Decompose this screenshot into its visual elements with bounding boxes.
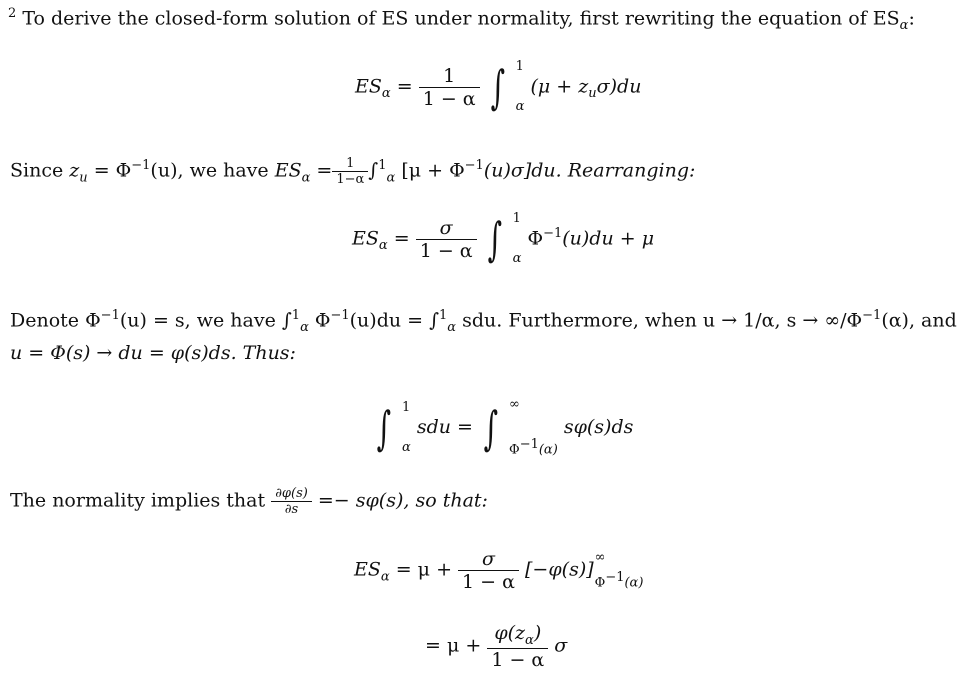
integrand: (μ + z [530, 75, 589, 98]
thus-line: u = Φ(s) → du = φ(s)ds. Thus: [10, 342, 296, 364]
integral-sign: ∫ [490, 60, 505, 115]
footnote-line: $^2$ To derive the closed-form solution of ES under normality, first rewriting the equation of $ES_\alpha$: [8, 6, 915, 34]
footnote-text: To derive the closed-form solution of ES under normality, first rewriting the equation of ES [22, 7, 900, 30]
denote-line: Denote $\Phi^{-1}(u) = s$, we have ∫$^1_\alpha$ $\Phi^{-1}(u)du = \int^1_\alpha$ sdu. Furthermore, when u → 1/α, $s \to \infty/\Phi^{-1}(\alpha)$, and [10, 308, 957, 336]
normality-line: The normality implies that $\frac{\partial\varphi(s)}{\partial s}$ =− sφ(s), so that: [10, 486, 488, 517]
fraction-numerator: 1 [443, 64, 456, 87]
equation-es-rearranged: $ES_\alpha$ = $\frac{\sigma}{1 - \alpha}$ ∫ 1 α $\Phi^{-1}(u)du + \mu$ [352, 211, 655, 267]
equation-es-closed-step: $ES_\alpha = \mu$ + $\frac{\sigma}{1 - \alpha}$ [−φ(s)] ∞ $\Phi^{-1}(\alpha)$ [354, 548, 644, 593]
es-symbol: ES [355, 75, 382, 98]
fraction [419, 65, 480, 110]
fraction-denominator: 1 − α [419, 87, 480, 110]
integral-limits: 1 α [515, 59, 525, 115]
footnote-marker: 2 [8, 6, 17, 21]
equation-es-final: = μ + $\frac{\varphi(z_\alpha)}{1 - \alpha}$ σ [425, 622, 568, 671]
alpha-subscript: α [899, 18, 909, 34]
since-line: Since $z_u = \Phi^{-1}(u)$, we have $ES_\alpha$ = $\frac{1}{1-\alpha}$ ∫$^1_\alpha$ $[\mu + \Phi^{-1}(u)\sigma]du$. Rearranging: [10, 156, 696, 187]
equation-es-definition: $ES_\alpha$ = $\frac{1}{1 - \alpha}$ ∫ 1 α $(\mu + z_u\sigma)du$ [355, 59, 642, 115]
alpha-subscript: α [381, 86, 391, 102]
integral-sign: ∫ [487, 212, 502, 267]
equation-substitution: ∫ 1 α sdu = ∫ ∞ $\Phi^{-1}(\alpha)$ sφ(s)ds [376, 397, 634, 458]
